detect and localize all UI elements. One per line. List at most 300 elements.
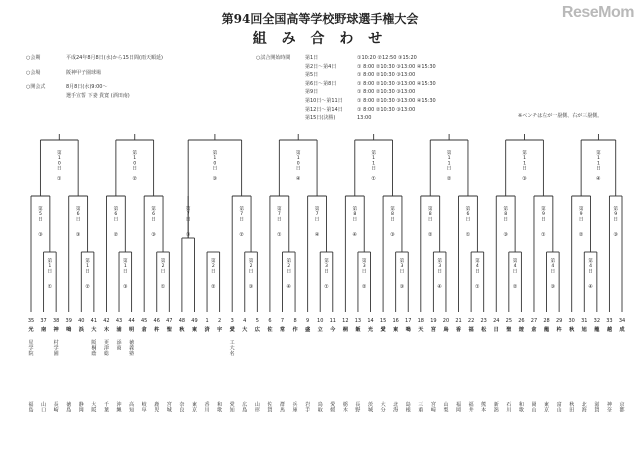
schedule-row: 第6日〜第8日 ① 8:00 ②10:30 ③13:00 ④15:30 bbox=[305, 80, 436, 87]
first-round-number: ③ bbox=[123, 284, 128, 290]
slot-number: 27 bbox=[530, 318, 538, 324]
prefecture-name: 愛 bbox=[330, 402, 336, 408]
school-name-char: 聖 bbox=[166, 327, 172, 333]
first-round-number: ① bbox=[160, 284, 166, 290]
second-round-label: 日 bbox=[465, 217, 471, 223]
first-round-number: ② bbox=[361, 284, 367, 290]
prefecture-name: 知 bbox=[129, 407, 135, 414]
first-round-label: 日 bbox=[399, 269, 405, 275]
school-name-char: 村 bbox=[53, 340, 59, 346]
slot-number: 24 bbox=[493, 318, 500, 324]
school-name-char: 徳 bbox=[129, 340, 135, 346]
school-name-char: 佐 bbox=[267, 327, 273, 333]
slot-number: 48 bbox=[178, 318, 186, 324]
school-name-char: 聖 bbox=[506, 327, 512, 333]
third-round-number: ④ bbox=[596, 176, 601, 182]
first-round-number: ③ bbox=[550, 284, 556, 290]
second-round-label: 第 bbox=[151, 207, 156, 212]
school-name-char: 松 bbox=[481, 327, 487, 333]
slot-number: 16 bbox=[392, 318, 399, 324]
resemom-logo[interactable]: ReseMom bbox=[561, 4, 634, 21]
prefecture-name: 木 bbox=[342, 407, 348, 414]
slot-number: 34 bbox=[618, 318, 626, 324]
slot-number: 19 bbox=[430, 318, 437, 324]
third-round-label: 日 bbox=[522, 166, 527, 172]
prefecture-name: 宮 bbox=[166, 402, 172, 408]
slot-number: 20 bbox=[442, 318, 450, 324]
second-round-label: 6 bbox=[76, 212, 80, 218]
first-round-label: 日 bbox=[588, 269, 593, 275]
first-round-label: 第 bbox=[248, 259, 254, 264]
second-round-number: ① bbox=[465, 232, 471, 238]
third-round-label: 第 bbox=[56, 151, 62, 156]
second-round-label: 第 bbox=[390, 207, 395, 212]
third-round-label: 第 bbox=[522, 151, 527, 156]
third-round-label: 日 bbox=[132, 166, 138, 172]
second-round-label: 5 bbox=[38, 212, 42, 218]
school-name-char: 倉 bbox=[531, 327, 537, 333]
first-round-label: 日 bbox=[286, 269, 292, 275]
schedule-row: 第1日 ①10:20 ②12:50 ③15:20 bbox=[305, 55, 417, 61]
third-round-label: 0 bbox=[213, 161, 217, 167]
schedule-row: 第5日 ① 8:00 ②10:30 ③13:00 bbox=[305, 72, 416, 79]
third-round-label: 1 bbox=[447, 161, 451, 167]
first-round-number: ④ bbox=[286, 284, 292, 290]
school-name-char: 工 bbox=[229, 340, 235, 346]
first-round-label: 第 bbox=[399, 259, 405, 264]
prefecture-name: 形 bbox=[254, 407, 260, 414]
second-round-label: 日 bbox=[503, 217, 508, 223]
slot-number: 43 bbox=[115, 318, 123, 324]
prefecture-name: 取 bbox=[317, 407, 323, 414]
second-round-label: 日 bbox=[578, 217, 584, 223]
slot-number: 13 bbox=[354, 318, 362, 324]
prefecture-name: 阪 bbox=[91, 407, 97, 414]
second-round-label: 日 bbox=[390, 217, 395, 223]
prefecture-name: 歌 bbox=[217, 407, 223, 414]
second-round-label: 日 bbox=[613, 217, 619, 223]
slot-number: 25 bbox=[505, 318, 513, 324]
schedule-row: 第2日〜第4日 ① 8:00 ②10:30 ③13:00 ④15:30 bbox=[305, 63, 436, 70]
first-round-label: 3 bbox=[438, 264, 442, 270]
third-round-label: 第 bbox=[446, 151, 452, 156]
prefecture-name: 城 bbox=[166, 407, 172, 414]
third-round-label: 日 bbox=[371, 166, 376, 172]
prefecture-name: 根 bbox=[405, 407, 411, 414]
second-round-number: ③ bbox=[75, 232, 81, 238]
prefecture-name: 山 bbox=[254, 402, 260, 408]
third-round-label: 0 bbox=[133, 161, 137, 167]
first-round-label: 第 bbox=[437, 259, 442, 264]
first-round-label: 3 bbox=[362, 264, 366, 270]
school-name-char: 杵 bbox=[556, 327, 562, 333]
first-round-label: 日 bbox=[47, 269, 53, 275]
oath-value: 選手宣誓 下妻 貴寛 (酒田南) bbox=[66, 92, 130, 99]
prefecture-name: 岐 bbox=[141, 402, 147, 408]
school-name-char: 鳥 bbox=[443, 327, 449, 333]
first-round-label: 第 bbox=[550, 259, 556, 264]
school-name-char: 光 bbox=[367, 327, 374, 333]
first-round-label: 1 bbox=[123, 264, 127, 270]
third-round-number: ① bbox=[57, 176, 62, 182]
prefecture-name: 分 bbox=[380, 407, 386, 414]
third-round-number: ③ bbox=[522, 176, 527, 182]
slot-number: 38 bbox=[52, 318, 60, 324]
slot-number: 15 bbox=[379, 318, 387, 324]
prefecture-name: 山 bbox=[531, 407, 537, 414]
prefecture-name: 崎 bbox=[53, 407, 59, 414]
prefecture-name: 宮 bbox=[430, 402, 436, 408]
slot-number: 3 bbox=[230, 318, 234, 324]
second-round-number: ④ bbox=[352, 232, 358, 238]
slot-number: 44 bbox=[128, 318, 135, 324]
first-round-label: 第 bbox=[361, 259, 367, 264]
third-round-label: 1 bbox=[523, 156, 527, 162]
second-round-number: ② bbox=[113, 232, 119, 238]
prefecture-name: 長 bbox=[53, 402, 59, 408]
school-name-char: 作 bbox=[292, 327, 298, 333]
prefecture-name: 栃 bbox=[342, 402, 348, 408]
second-round-number: ③ bbox=[151, 232, 156, 238]
third-round-label: 1 bbox=[213, 156, 217, 162]
prefecture-name: 茨 bbox=[368, 402, 374, 408]
slot-number: 6 bbox=[268, 318, 272, 324]
school-name-char: 常 bbox=[279, 327, 286, 333]
school-name-char: 学 bbox=[53, 345, 59, 352]
prefecture-name: 島 bbox=[66, 407, 72, 414]
period-value: 平成24年8月8日(水)から15日間(雨天順延) bbox=[66, 55, 163, 61]
second-round-label: 8 bbox=[504, 212, 508, 218]
school-name-char: 東 bbox=[393, 327, 399, 333]
second-round-label: 日 bbox=[185, 217, 191, 223]
prefecture-name: 庫 bbox=[292, 407, 298, 414]
prefecture-name: 良 bbox=[179, 407, 185, 414]
slot-number: 1 bbox=[205, 318, 209, 324]
prefecture-name: 岡 bbox=[531, 402, 537, 408]
second-round-label: 9 bbox=[614, 212, 618, 218]
second-round-label: 7 bbox=[186, 212, 190, 218]
prefecture-name: 大 bbox=[380, 402, 386, 408]
school-name-char: 愛 bbox=[229, 327, 235, 333]
third-round-label: 日 bbox=[56, 166, 62, 172]
prefecture-name: 京 bbox=[619, 402, 625, 408]
prefecture-name: 岩 bbox=[305, 402, 311, 408]
third-round-label: 日 bbox=[295, 166, 301, 172]
school-name-char: 大 bbox=[91, 327, 97, 333]
school-name-char: 阪 bbox=[91, 340, 97, 346]
prefecture-name: 徳 bbox=[66, 402, 72, 408]
second-round-number: ② bbox=[239, 232, 244, 238]
second-round-number: ③ bbox=[613, 232, 618, 238]
first-round-label: 3 bbox=[325, 264, 328, 270]
school-name-char: 愛 bbox=[380, 327, 386, 333]
prefecture-name: 海 bbox=[581, 407, 587, 414]
prefecture-name: 熊 bbox=[481, 402, 487, 408]
second-round-label: 第 bbox=[277, 207, 282, 212]
second-round-number: ③ bbox=[185, 232, 191, 238]
school-name-char: 桐 bbox=[342, 327, 348, 333]
third-round-label: 1 bbox=[596, 156, 600, 162]
prefecture-name: 馬 bbox=[279, 407, 285, 414]
first-round-label: 日 bbox=[361, 269, 367, 275]
school-name-char: 南 bbox=[40, 327, 47, 333]
second-round-label: 第 bbox=[113, 207, 119, 212]
first-round-label: 第 bbox=[324, 259, 329, 264]
third-round-number: ④ bbox=[295, 176, 301, 182]
second-round-number: ③ bbox=[38, 232, 43, 238]
slot-number: 9 bbox=[306, 318, 310, 324]
second-round-label: 第 bbox=[503, 207, 508, 212]
second-round-label: 第 bbox=[541, 207, 546, 212]
second-round-number: ① bbox=[541, 232, 546, 238]
school-name-char: 旭 bbox=[581, 327, 587, 333]
school-name-char: 星 bbox=[28, 340, 34, 346]
prefecture-name: 神 bbox=[606, 402, 612, 408]
first-round-number: ① bbox=[324, 284, 329, 290]
slot-number: 33 bbox=[606, 318, 613, 324]
venue-label: ○会場 bbox=[26, 69, 41, 76]
second-round-label: 6 bbox=[152, 212, 156, 218]
third-round-label: 日 bbox=[212, 166, 218, 172]
prefecture-name: 群 bbox=[279, 402, 285, 408]
prefecture-name: 秋 bbox=[569, 402, 575, 408]
second-round-number: ④ bbox=[314, 232, 320, 238]
slot-number: 45 bbox=[140, 318, 148, 324]
prefecture-name: 知 bbox=[229, 407, 235, 414]
second-round-label: 8 bbox=[391, 212, 394, 218]
school-name-char: 浜 bbox=[78, 327, 84, 333]
prefecture-name: 沖 bbox=[116, 402, 122, 408]
prefecture-name: 京 bbox=[191, 407, 197, 414]
second-round-label: 第 bbox=[578, 207, 584, 212]
prefecture-name: 山 bbox=[556, 407, 562, 414]
prefecture-name: 滋 bbox=[594, 402, 600, 408]
prefecture-name: 田 bbox=[569, 407, 575, 414]
prefecture-name: 賀 bbox=[594, 407, 600, 414]
school-name-char: 日 bbox=[493, 327, 499, 333]
second-round-label: 日 bbox=[113, 217, 119, 223]
school-name-char: 鳴 bbox=[66, 327, 72, 333]
first-round-label: 4 bbox=[513, 264, 517, 270]
second-round-label: 第 bbox=[352, 207, 358, 212]
school-name-char: 更 bbox=[103, 340, 109, 346]
prefecture-name: 潟 bbox=[493, 407, 499, 414]
school-name-char: 名 bbox=[229, 351, 235, 358]
prefecture-name: 崎 bbox=[430, 407, 436, 414]
prefecture-name: 三 bbox=[418, 402, 424, 408]
prefecture-name: 東 bbox=[191, 402, 197, 408]
slot-number: 46 bbox=[153, 318, 160, 324]
slot-number: 28 bbox=[543, 318, 550, 324]
slot-number: 26 bbox=[518, 318, 525, 324]
first-round-label: 日 bbox=[160, 269, 166, 275]
prefecture-name: 兵 bbox=[292, 402, 298, 408]
prefecture-name: 川 bbox=[204, 407, 210, 414]
school-name-char: 遊 bbox=[518, 327, 525, 333]
school-name-char: 秋 bbox=[569, 327, 575, 333]
school-name-char: 神 bbox=[53, 327, 59, 333]
third-round-label: 0 bbox=[57, 161, 61, 167]
slot-number: 5 bbox=[255, 318, 259, 324]
second-round-label: 第 bbox=[38, 207, 43, 212]
first-round-label: 第 bbox=[47, 259, 53, 264]
slot-number: 30 bbox=[568, 318, 575, 324]
first-round-label: 日 bbox=[437, 269, 442, 275]
school-name-char: 済 bbox=[204, 327, 210, 333]
prefecture-name: 岡 bbox=[456, 407, 462, 414]
prefecture-name: 香 bbox=[204, 402, 210, 408]
prefecture-name: 奈 bbox=[179, 402, 185, 408]
prefecture-name: 媛 bbox=[330, 407, 336, 414]
third-round-label: 1 bbox=[133, 156, 137, 162]
opening-value: 8月8日(水)9:00〜 bbox=[66, 84, 108, 91]
third-round-label: 1 bbox=[447, 156, 451, 162]
school-name-char: 蔭 bbox=[91, 351, 97, 358]
second-round-label: 日 bbox=[314, 217, 320, 223]
second-round-number: ③ bbox=[503, 232, 508, 238]
prefecture-name: 口 bbox=[41, 407, 47, 414]
prefecture-name: 山 bbox=[443, 402, 449, 408]
school-name-char: 総 bbox=[103, 351, 109, 358]
first-round-number: ① bbox=[47, 284, 53, 290]
second-round-number: ② bbox=[578, 232, 584, 238]
slot-number: 42 bbox=[103, 318, 110, 324]
prefecture-name: 重 bbox=[418, 407, 424, 414]
second-round-label: 第 bbox=[185, 207, 191, 212]
third-round-label: 1 bbox=[372, 156, 376, 162]
school-name-char: 福 bbox=[468, 327, 474, 333]
slot-number: 49 bbox=[191, 318, 198, 324]
school-name-char: 龍 bbox=[543, 327, 550, 333]
first-round-label: 4 bbox=[551, 264, 555, 270]
prefecture-name: 山 bbox=[41, 402, 47, 408]
slot-number: 35 bbox=[27, 318, 35, 324]
third-round-label: 0 bbox=[296, 161, 300, 167]
school-name-char: 香 bbox=[455, 327, 462, 333]
first-round-label: 2 bbox=[161, 264, 165, 270]
prefecture-name: 歌 bbox=[518, 407, 524, 414]
school-name-char: 倉 bbox=[141, 327, 147, 333]
school-name-char: 光 bbox=[28, 327, 34, 333]
third-round-label: 1 bbox=[596, 161, 600, 167]
second-round-label: 7 bbox=[315, 212, 319, 218]
schedule-row: 第12日〜第14日 ① 8:00 ②10:30 ③13:00 bbox=[305, 106, 416, 113]
second-round-label: 6 bbox=[114, 212, 118, 218]
prefecture-name: 高 bbox=[129, 402, 135, 408]
second-round-label: 日 bbox=[151, 217, 156, 223]
prefecture-name: 城 bbox=[368, 407, 374, 414]
school-name-char: 杵 bbox=[154, 327, 160, 333]
second-round-label: 日 bbox=[38, 217, 43, 223]
third-round-number: ③ bbox=[212, 176, 218, 182]
slot-number: 21 bbox=[455, 318, 462, 324]
second-round-label: 日 bbox=[352, 217, 358, 223]
first-round-label: 3 bbox=[400, 264, 404, 270]
second-round-label: 9 bbox=[541, 212, 545, 218]
prefecture-name: 縄 bbox=[116, 407, 122, 414]
school-name-char: 桐 bbox=[91, 345, 97, 352]
first-round-number: ① bbox=[475, 284, 480, 290]
third-round-label: 第 bbox=[295, 151, 301, 156]
second-round-label: 日 bbox=[541, 217, 546, 223]
school-name-char: 立 bbox=[317, 327, 323, 333]
first-round-number: ③ bbox=[399, 284, 405, 290]
first-round-label: 第 bbox=[286, 259, 292, 264]
bracket-subtitle: 組 み 合 わ せ bbox=[252, 31, 388, 47]
second-round-label: 8 bbox=[353, 212, 357, 218]
third-round-label: 1 bbox=[296, 156, 300, 162]
school-name-char: 盛 bbox=[305, 327, 311, 333]
second-round-label: 7 bbox=[277, 212, 281, 218]
school-name-char: 秋 bbox=[179, 327, 185, 333]
schedule-row: 第15日(決勝) 13:00 bbox=[305, 115, 372, 122]
school-name-char: 明 bbox=[128, 327, 135, 333]
prefecture-name: 川 bbox=[506, 407, 512, 414]
prefecture-name: 東 bbox=[544, 402, 550, 408]
first-round-label: 第 bbox=[123, 259, 128, 264]
slot-number: 37 bbox=[40, 318, 47, 324]
prefecture-name: 福 bbox=[468, 402, 474, 408]
second-round-label: 日 bbox=[75, 217, 81, 223]
first-round-label: 日 bbox=[512, 269, 518, 275]
slot-number: 4 bbox=[243, 318, 247, 324]
second-round-label: 日 bbox=[427, 217, 433, 223]
first-round-number: ④ bbox=[588, 284, 593, 290]
school-name-char: 鳴 bbox=[405, 327, 411, 333]
school-name-char: 浦 bbox=[116, 327, 122, 333]
first-round-number: ② bbox=[85, 284, 90, 290]
second-round-label: 第 bbox=[465, 207, 471, 212]
slot-number: 47 bbox=[166, 318, 173, 324]
slot-number: 40 bbox=[78, 318, 85, 324]
first-round-label: 2 bbox=[287, 264, 291, 270]
second-round-label: 7 bbox=[240, 212, 244, 218]
first-round-label: 第 bbox=[211, 259, 216, 264]
prefecture-name: 静 bbox=[78, 402, 84, 408]
first-round-label: 4 bbox=[589, 264, 593, 270]
prefecture-name: 大 bbox=[91, 402, 97, 408]
prefecture-name: 鳥 bbox=[317, 402, 323, 408]
bench-note: ※ベンチは左が一塁側、右が三塁側。 bbox=[518, 113, 603, 119]
prefecture-name: 和 bbox=[217, 402, 223, 408]
first-round-label: 2 bbox=[211, 264, 215, 270]
third-round-label: 1 bbox=[57, 156, 61, 162]
school-name-char: 木 bbox=[103, 327, 110, 333]
first-round-number: ④ bbox=[437, 284, 442, 290]
second-round-label: 9 bbox=[579, 212, 583, 218]
first-round-label: 1 bbox=[86, 264, 90, 270]
prefecture-name: 奈 bbox=[606, 407, 612, 414]
slot-number: 10 bbox=[317, 318, 324, 324]
first-round-label: 日 bbox=[248, 269, 254, 275]
prefecture-name: 児 bbox=[154, 407, 160, 414]
school-name-char: 義 bbox=[129, 345, 135, 352]
prefecture-name: 本 bbox=[481, 407, 487, 414]
school-name-char: 天 bbox=[418, 327, 424, 333]
first-round-label: 2 bbox=[249, 264, 253, 270]
school-name-char: 広 bbox=[254, 327, 260, 333]
prefecture-name: 長 bbox=[355, 402, 361, 408]
prefecture-name: 富 bbox=[556, 402, 562, 408]
second-round-label: 8 bbox=[428, 212, 432, 218]
school-name-char: 院 bbox=[28, 351, 34, 358]
prefecture-name: 葉 bbox=[103, 407, 109, 414]
slot-number: 31 bbox=[581, 318, 588, 324]
slot-number: 7 bbox=[280, 318, 285, 324]
second-round-label: 第 bbox=[613, 207, 619, 212]
slot-number: 8 bbox=[293, 318, 297, 324]
prefecture-name: 福 bbox=[456, 402, 462, 408]
